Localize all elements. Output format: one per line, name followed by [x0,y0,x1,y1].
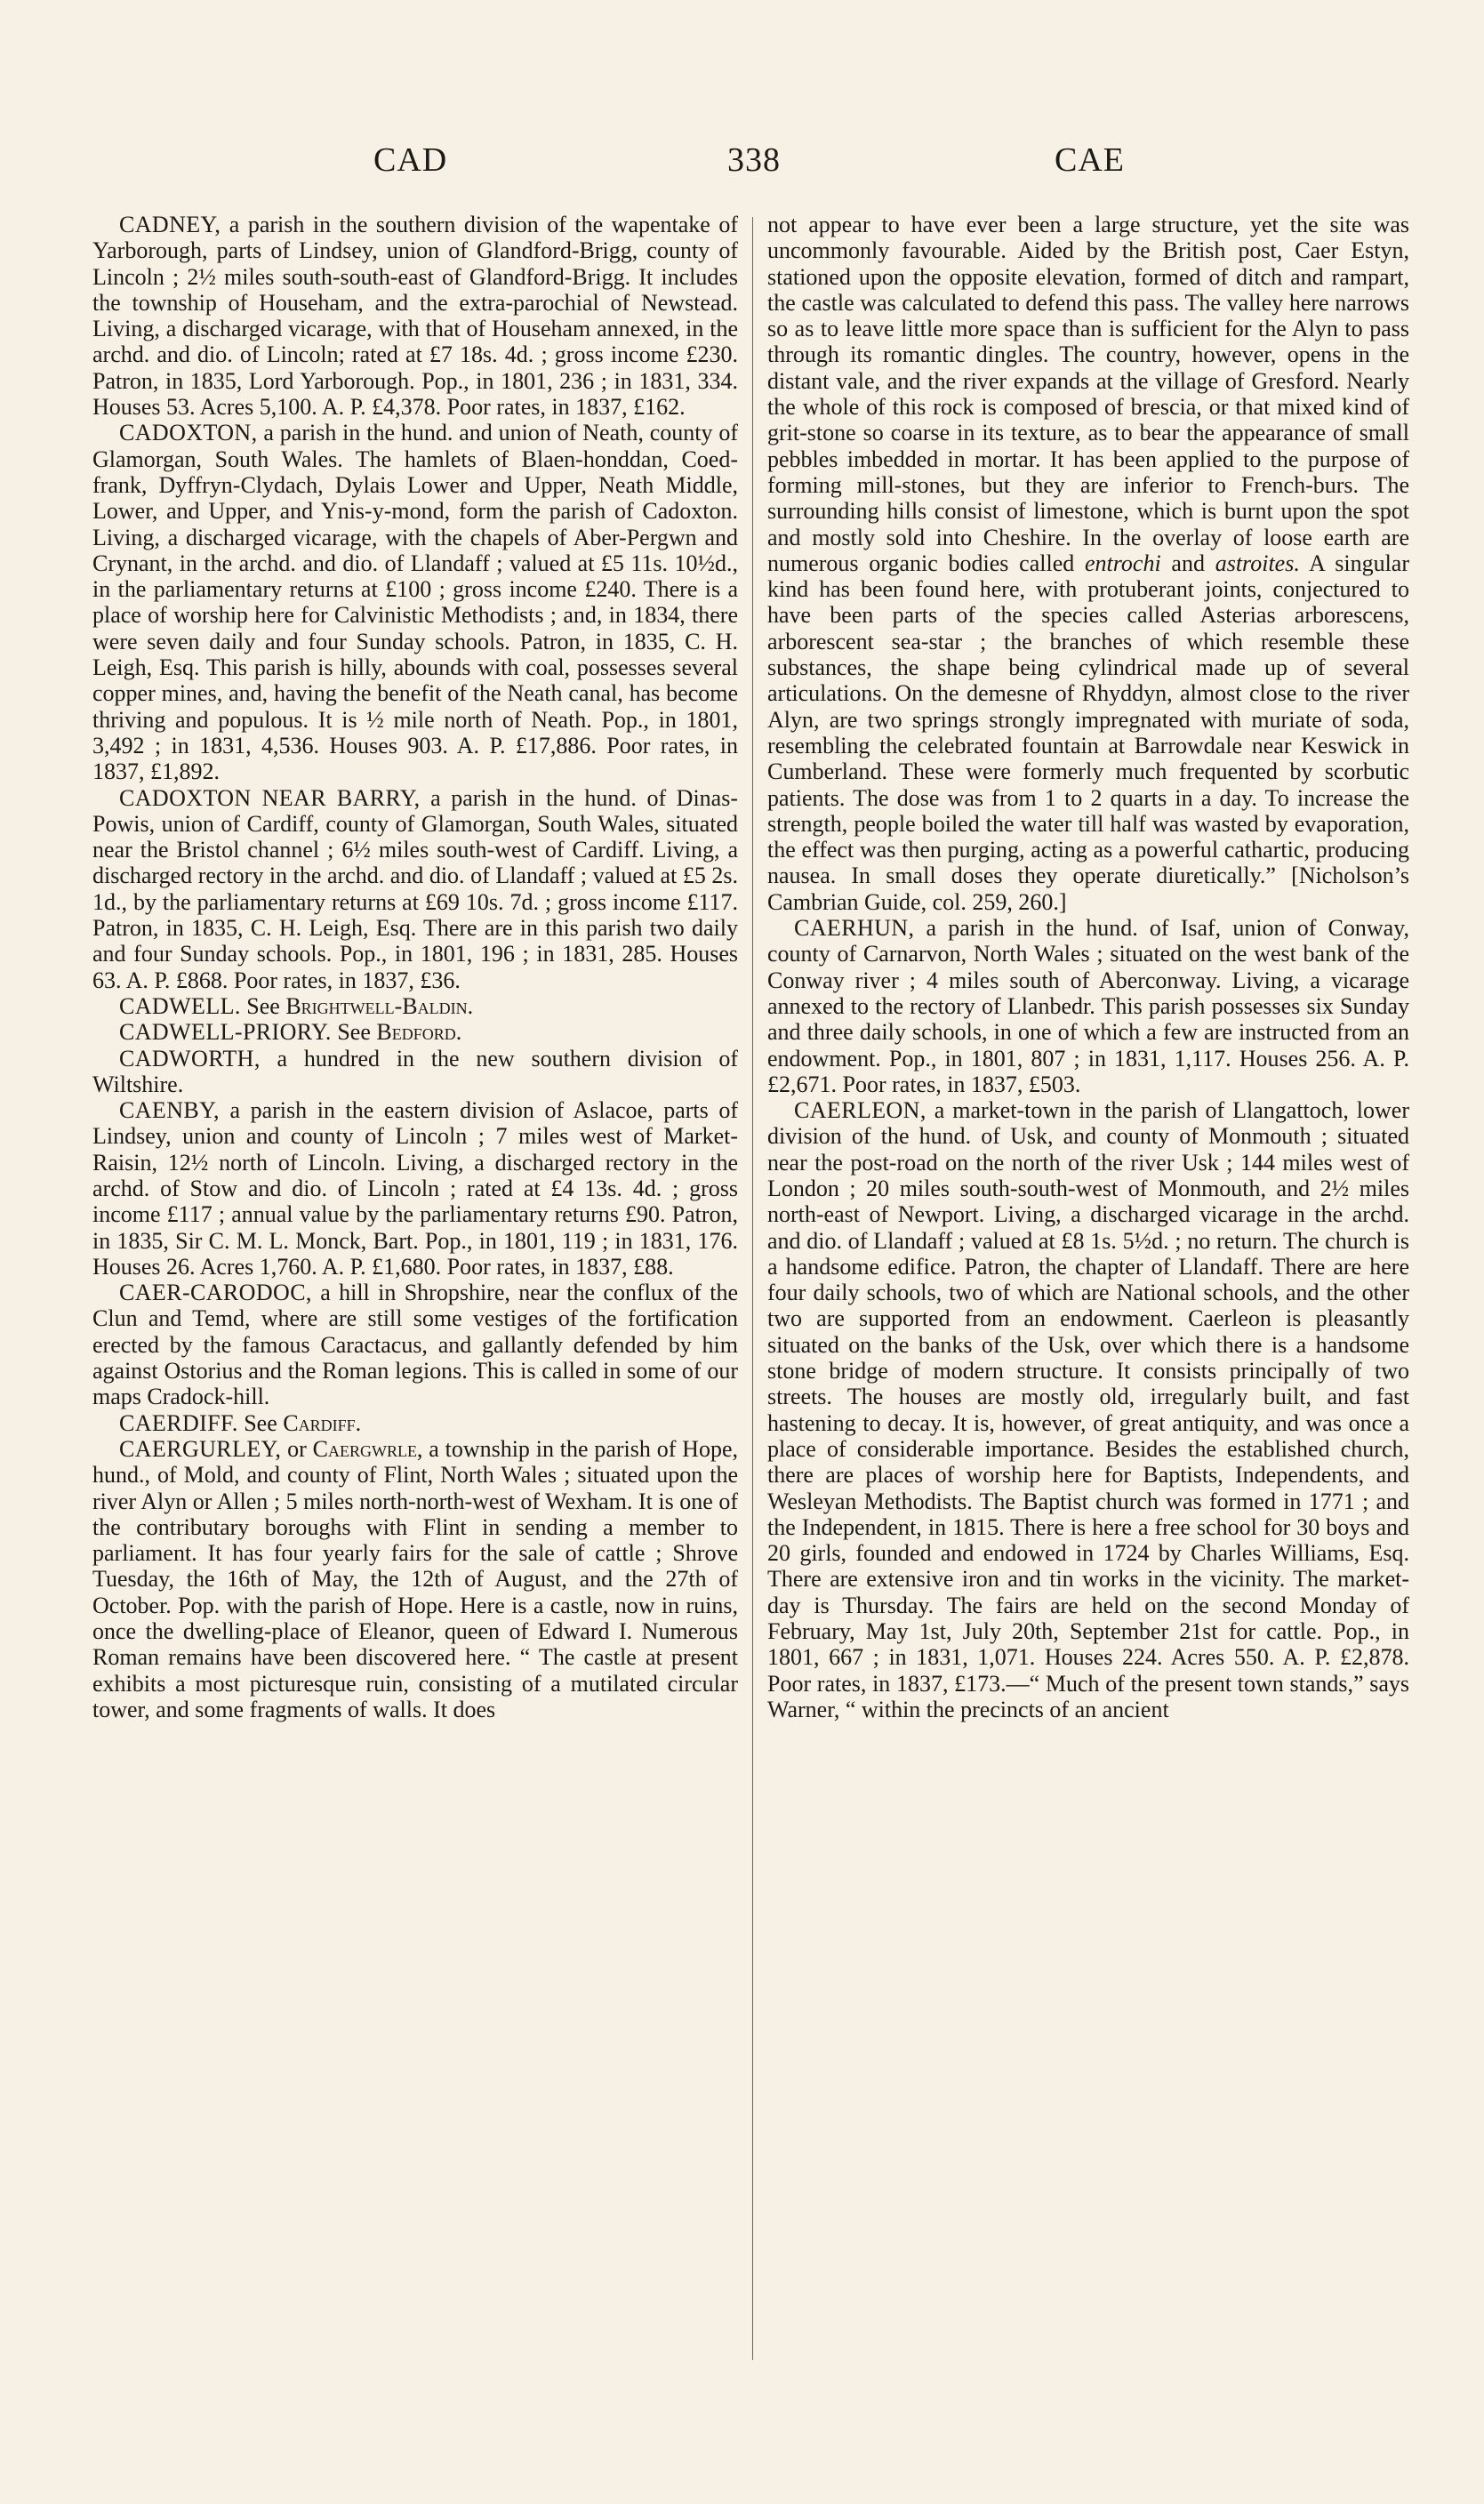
entry-text: a parish in the hund. of Isaf, union of Conway, county of Carnarvon, North Wales ; situated on the west bank of the Conway river ; 4 miles south of Aberconway. Living, a vicarage annexed to the rectory of Llanbedr. This parish possesses six Sunday and three daily schools, in one of which a few are instructed from an endowment. Pop., in 1801, 807 ; in 1831, 1,117. Houses 256. A. P. £2,671. Poor rates, in 1837, £503. [767,915,1409,1097]
entry-text: a parish in the eastern division of Aslacoe, parts of Lindsey, union and county of Lincoln ; 7 miles west of Market-Raisin, 12½ north of Lincoln. Living, a discharged rectory in the archd. of Stow and dio. of Lincoln ; rated at £4 13s. 4d. ; gross income £117 ; annual value by the parliamentary returns £90. Patron, in 1835, Sir C. M. L. Monck, Bart. Pop., in 1801, 119 ; in 1831, 176. Houses 26. Acres 1,760. A. P. £1,680. Poor rates, in 1837, £88. [92,1097,738,1280]
entry-cadoxton [92,420,738,784]
header-left-catchword: CAD [373,141,448,179]
entry-headword: CADWELL-PRIORY. [119,1019,332,1046]
left-column [92,212,738,1722]
entry-headword: CADOXTON, [119,420,258,446]
entry-text: A singular kind has been found here, with protuberant joints, conjectured to have been parts of the species called Asterias arborescens, arborescent sea-star ; the branches of which resemble these substances, the shape being cylindrical made up of several articulations. On the demesne of Rhyddyn, almost close to the river Alyn, are two springs strongly impregnated with muriate of soda, resembling the celebrated fountain at Barrowdale near Keswick in Cumberland. These were formerly much frequented by scorbutic patients. The dose was from 1 to 2 quarts in a day. To increase the strength, people boiled the water till half was wasted by evaporation, the effect was then purging, acting as a powerful cathartic, producing nausea. In small doses they operate diuretically.” [Nicholson’s Cambrian Guide, col. 259, 260.] [767,550,1409,915]
cross-reference: Bedford. [376,1019,462,1046]
entry-text: See [240,992,286,1019]
entry-caerdiff [92,1410,738,1436]
entry-caerleon [767,1097,1409,1722]
entry-text: a hill in Shropshire, near the conflux of the Clun and Temd, where are still some vestiges of the fortification erected by the famous Caractacus, and gallantly defended by him against Ostorius and the Roman legions. This is called in some of our maps Cradock-hill. [92,1280,738,1410]
entry-headword: CADNEY, [119,212,221,237]
entry-text: a parish in the southern division of the wapentake of Yarborough, parts of Lindsey, union of Glandford-Brigg, county of Lincoln ; 2½ miles south-south-east of Glandford-Brigg. It includes the township of Househam, and the extra-parochial of Newstead. Living, a discharged vicarage, with that of Househam annexed, in the archd. and dio. of Lincoln; rated at £7 18s. 4d. ; gross income £230. Patron, in 1835, Lord Yarborough. Pop., in 1801, 236 ; in 1831, 334. Houses 53. Acres 5,100. A. P. £4,378. Poor rates, in 1837, £162. [92,212,738,421]
italic-term: astroites. [1215,550,1300,576]
entry-text: and [1160,550,1215,576]
entry-headword: CADOXTON NEAR BARRY, [119,784,421,811]
entry-caergurley-continued [767,212,1409,915]
entry-text: a parish in the hund. and union of Neath, county of Glamorgan, South Wales. The hamlets of Blaen-honddan, Coed-frank, Dyffryn-Clydach, Dylais Lower and Upper, Neath Middle, Lower, and Upper, and Ynis-y-mond, form the parish of Cadoxton. Living, a discharged vicarage, with the chapels of Aber-Pergwn and Crynant, in the archd. and dio. of Llandaff ; valued at £5 11s. 10½d., in the parliamentary returns at £100 ; gross income £240. There is a place of worship here for Calvinistic Methodists ; and, in 1834, there were seven daily and four Sunday schools. Patron, in 1835, C. H. Leigh, Esq. This parish is hilly, abounds with coal, possesses several copper mines, and, having the benefit of the Neath canal, has become thriving and populous. It is ½ mile north of Neath. Pop., in 1801, 3,492 ; in 1831, 4,536. Houses 903. A. P. £17,886. Poor rates, in 1837, £1,892. [92,420,738,785]
entry-cadwell-priory [92,1019,738,1045]
entry-cadworth [92,1046,738,1098]
column-rule [752,217,753,2360]
entry-caenby [92,1097,738,1280]
entry-caergurley [92,1436,738,1722]
entry-caerhun [767,915,1409,1097]
entry-headword: CAERHUN, [794,915,915,942]
entry-headword: CADWORTH, [119,1045,261,1071]
entry-headword: CAER-CARODOC, [119,1280,312,1306]
entry-headword: CAERDIFF. [119,1409,238,1436]
header-right-catchword: CAE [1055,141,1125,179]
right-column [767,212,1409,1722]
entry-cadwell [92,993,738,1019]
cross-reference: Cardiff. [283,1409,362,1436]
entry-caer-carodoc [92,1280,738,1409]
entry-text: a market-town in the parish of Llangattoch, lower division of the hund. of Usk, and county of Monmouth ; situated near the post-road on the north of the river Usk ; 144 miles west of London ; 20 miles south-south-west of Monmouth, and 2½ miles north-east of Newport. Living, a discharged vicarage in the archd. and dio. of Llandaff ; valued at £8 1s. 5½d. ; no return. The church is a handsome edifice. Patron, the chapter of Llandaff. There are here four daily schools, two of which are National schools, and the other two are supported from an endowment. Caerleon is pleasantly situated on the banks of the Usk, over which there is a handsome stone bridge of modern structure. It consists principally of two streets. The houses are mostly old, irregularly built, and fast hastening to decay. It is, however, of great antiquity, and was once a place of considerable importance. Besides the established church, there are places of worship here for Baptists, Independents, and Wesleyan Methodists. The Baptist church was formed in 1771 ; and the Independent, in 1815. There is here a free school for 30 boys and 20 girls, founded and endowed in 1724 by Charles Williams, Esq. There are extensive iron and tin works in the vicinity. The market-day is Thursday. The fairs are held on the second Monday of February, May 1st, July 20th, September 21st for cattle. Pop., in 1801, 667 ; in 1831, 1,071. Houses 224. Acres 550. A. P. £2,878. Poor rates, in 1837, £173.—“ Much of the present town stands,” says Warner, “ within the precincts of an ancient [767,1097,1409,1722]
entry-text: a hundred in the new southern division of Wiltshire. [92,1045,738,1097]
italic-term: entrochi [1084,550,1161,576]
cross-reference: Caergwrle, [312,1435,423,1462]
cross-reference: Brightwell-Baldin. [285,992,474,1019]
entry-text: not appear to have ever been a large structure, yet the site was uncommonly favourable. Aided by the British post, Caer Estyn, stationed upon the opposite elevation, formed of ditch and rampart, the castle was calculated to defend this pass. The valley here narrows so as to leave little more space than is sufficient for the Alyn to pass through its romantic dingles. The country, however, opens in the distant vale, and the river expands at the village of Gresford. Nearly the whole of this rock is composed of brescia, or that mixed kind of grit-stone so coarse in its texture, as to bear the appearance of small pebbles imbedded in mortar. It has been applied to the purpose of forming mill-stones, but they are inferior to French-burs. The surrounding hills consist of limestone, which is burnt upon the spot and mostly sold into Cheshire. In the overlay of loose earth are numerous organic bodies called [767,212,1409,576]
entry-text: a parish in the hund. of Dinas-Powis, union of Cardiff, county of Glamorgan, South Wales, situated near the Bristol channel ; 6½ miles south-west of Cardiff. Living, a discharged rectory in the archd. and dio. of Llandaff ; valued at £5 2s. 1d., by the parliamentary returns at £69 10s. 7d. ; gross income £117. Patron, in 1835, C. H. Leigh, Esq. There are in this parish two daily and four Sunday schools. Pop., in 1801, 196 ; in 1831, 285. Houses 63. A. P. £868. Poor rates, in 1837, £36. [92,784,739,993]
page-number: 338 [727,141,781,179]
entry-text: See [331,1019,377,1046]
entry-text: See [237,1409,284,1436]
running-header [0,140,1484,185]
entry-text-continued: a township in the parish of Hope, hund., of Mold, and county of Flint, North Wales ; situated upon the river Alyn or Allen ; 5 miles north-north-west of Wexham. It is one of the contributary boroughs with Flint in sending a member to parliament. It has four yearly fairs for the sale of cattle ; Shrove Tuesday, the 16th of May, the 12th of August, and the 27th of October. Pop. with the parish of Hope. Here is a castle, now in ruins, once the dwelling-place of Eleanor, queen of Edward I. Numerous Roman remains have been discovered here. “ The castle at present exhibits a most picturesque ruin, consisting of a mutilated circular tower, and some fragments of walls. It does [92,1435,738,1722]
entry-text: or [281,1435,313,1462]
entry-headword: CAERLEON, [794,1097,926,1124]
entry-headword: CADWELL. [119,992,241,1019]
entry-cadoxton-near-barry [92,785,738,993]
entry-headword: CAENBY, [119,1097,220,1124]
entry-headword: CAERGURLEY, [119,1435,282,1462]
entry-cadney [92,212,738,420]
